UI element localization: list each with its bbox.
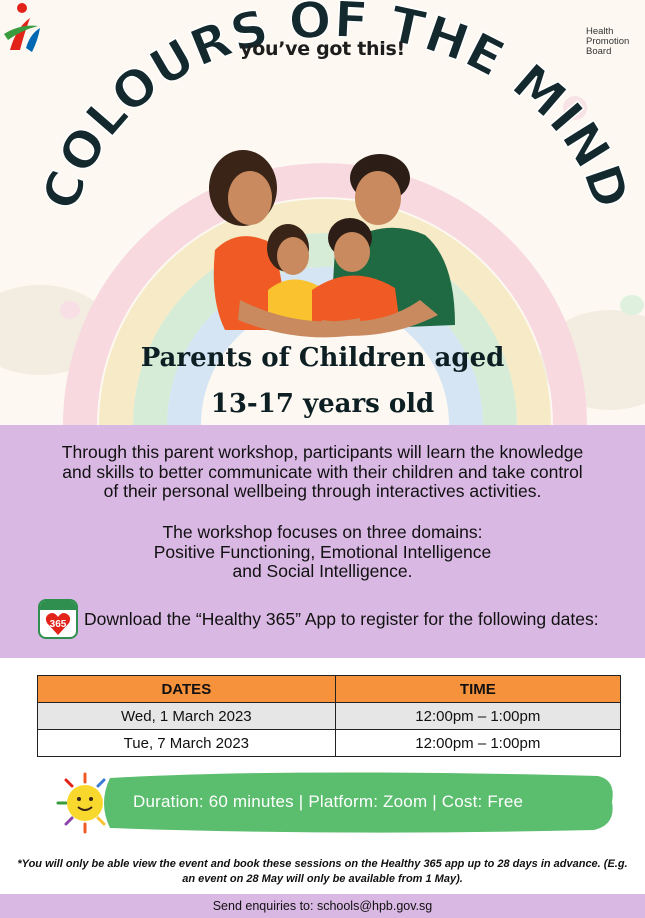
- poster-title: COLOURS OF THE MIND: [31, 0, 641, 217]
- time-header: TIME: [335, 676, 620, 703]
- focus-paragraph: The workshop focuses on three domains: Positive Functioning, Emotional Intelligence and Social Intelligence.: [153, 522, 492, 581]
- date-cell: Tue, 7 March 2023: [38, 730, 336, 757]
- sun-icon: [58, 774, 104, 832]
- table-row: [38, 730, 621, 757]
- description-panel: [0, 425, 645, 658]
- schedule-table: [37, 675, 621, 757]
- audience-line-1: Parents of Children aged: [140, 343, 505, 373]
- tagline: you’ve got this!: [240, 38, 405, 60]
- audience-line-2: 13-17 years old: [210, 389, 435, 419]
- table-header-row: [38, 676, 621, 703]
- download-row: [38, 599, 599, 639]
- details-text: Duration: 60 minutes | Platform: Zoom | Cost: Free: [133, 792, 524, 811]
- time-cell: 12:00pm – 1:00pm: [335, 730, 620, 757]
- enquiries-footer: Send enquiries to: schools@hpb.gov.sg: [0, 894, 645, 918]
- intro-paragraph: Through this parent workshop, participants will learn the knowledge and skills to better communicate with their children and take control of their personal wellbeing through interactives activities.: [61, 442, 584, 501]
- dates-header: DATES: [38, 676, 336, 703]
- advance-booking-note: *You will only be able view the event and book these sessions on the Healthy 365 app up to 28 days in advance. (E.g. an event on 28 May will only be available from 1 May).: [17, 858, 628, 885]
- hpb-logo-text: Health Promotion Board: [586, 26, 630, 57]
- table-row: [38, 703, 621, 730]
- date-cell: Wed, 1 March 2023: [38, 703, 336, 730]
- time-cell: 12:00pm – 1:00pm: [335, 703, 620, 730]
- hero-section: [0, 0, 645, 425]
- download-instruction: Download the “Healthy 365” App to register for the following dates:: [84, 608, 599, 629]
- healthy-365-app-icon: 365: [38, 599, 78, 639]
- hpb-logo-icon: [0, 0, 95, 55]
